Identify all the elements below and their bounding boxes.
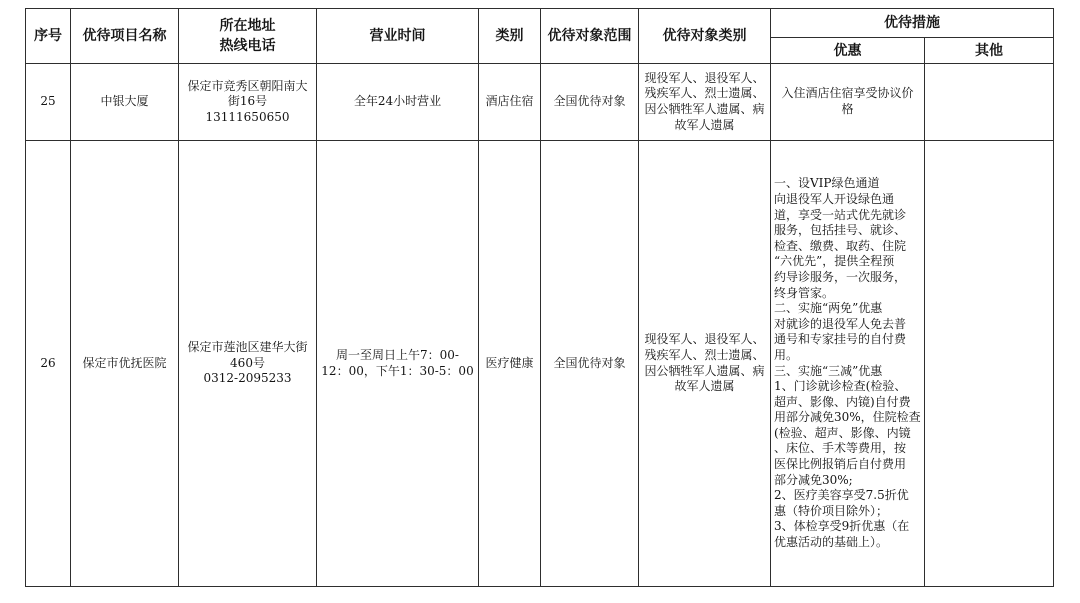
cell-name: 中银大厦 xyxy=(71,64,179,141)
cell-index: 25 xyxy=(26,64,71,141)
header-phone: 热线电话 xyxy=(219,38,276,54)
header-category: 类别 xyxy=(479,9,541,64)
cell-address-phone xyxy=(179,64,317,141)
cell-phone: 13111650650 xyxy=(205,109,290,124)
header-address: 所在地址 xyxy=(219,18,276,34)
cell-phone: 0312-2095233 xyxy=(203,371,292,386)
cell-other xyxy=(925,64,1054,141)
header-scope: 优待对象范围 xyxy=(541,9,639,64)
cell-category: 酒店住宿 xyxy=(479,64,541,141)
header-other: 其他 xyxy=(925,38,1054,64)
table-body xyxy=(26,64,1054,587)
header-name: 优待项目名称 xyxy=(71,9,179,64)
cell-target: 现役军人、退役军人、 残疾军人、烈士遗属、 因公牺牲军人遗属、病 故军人遗属 xyxy=(639,64,771,141)
cell-hours: 周一至周日上午7：00- 12：00，下午1：30-5：00 xyxy=(317,141,479,587)
cell-address: 保定市莲池区建华大街 460号 xyxy=(187,340,308,370)
cell-discount: 一、设VIP绿色通道 向退役军人开设绿色通 道，享受一站式优先就诊 服务，包括挂号、就诊、 检查、缴费、取药、住院 “六优先”，提供全程预 约导诊服务，一次服务， 终身管家。 二、实施“两免”优惠 对就诊的退役军人免去普 通号和专家挂号的自付费 用。 三、实施“三减”优惠 1、门诊就诊检查(检验、 超声、影像、内镜)自付费 用部分减免30%，住院检查 (检验、超声、影像、内镜 、床位、手术等费用，按 医保比例报销后自付费用 部分减免30%; 2、医疗美容享受7.5折优 惠（特价项目除外）； 3、体检享受9折优惠（在 优惠活动的基础上）。 xyxy=(771,141,925,587)
header-address-phone xyxy=(179,9,317,64)
cell-address-phone xyxy=(179,141,317,587)
cell-category: 医疗健康 xyxy=(479,141,541,587)
cell-discount: 入住酒店住宿享受协议价 格 xyxy=(771,64,925,141)
header-hours: 营业时间 xyxy=(317,9,479,64)
header-index: 序号 xyxy=(26,9,71,64)
table-row xyxy=(26,141,1054,587)
cell-other xyxy=(925,141,1054,587)
cell-target: 现役军人、退役军人、 残疾军人、烈士遗属、 因公牺牲军人遗属、病 故军人遗属 xyxy=(639,141,771,587)
cell-address: 保定市竞秀区朝阳南大 街16号 xyxy=(187,78,308,109)
header-target: 优待对象类别 xyxy=(639,9,771,64)
cell-index: 26 xyxy=(26,141,71,587)
table-header xyxy=(26,9,1054,64)
table-row xyxy=(26,64,1054,141)
cell-name: 保定市优抚医院 xyxy=(71,141,179,587)
cell-scope: 全国优待对象 xyxy=(541,64,639,141)
cell-hours: 全年24小时营业 xyxy=(317,64,479,141)
header-discount: 优惠 xyxy=(771,38,925,64)
header-measures: 优待措施 xyxy=(771,9,1054,38)
cell-scope: 全国优待对象 xyxy=(541,141,639,587)
header-row xyxy=(26,9,1054,38)
preferential-services-table xyxy=(25,8,1054,587)
